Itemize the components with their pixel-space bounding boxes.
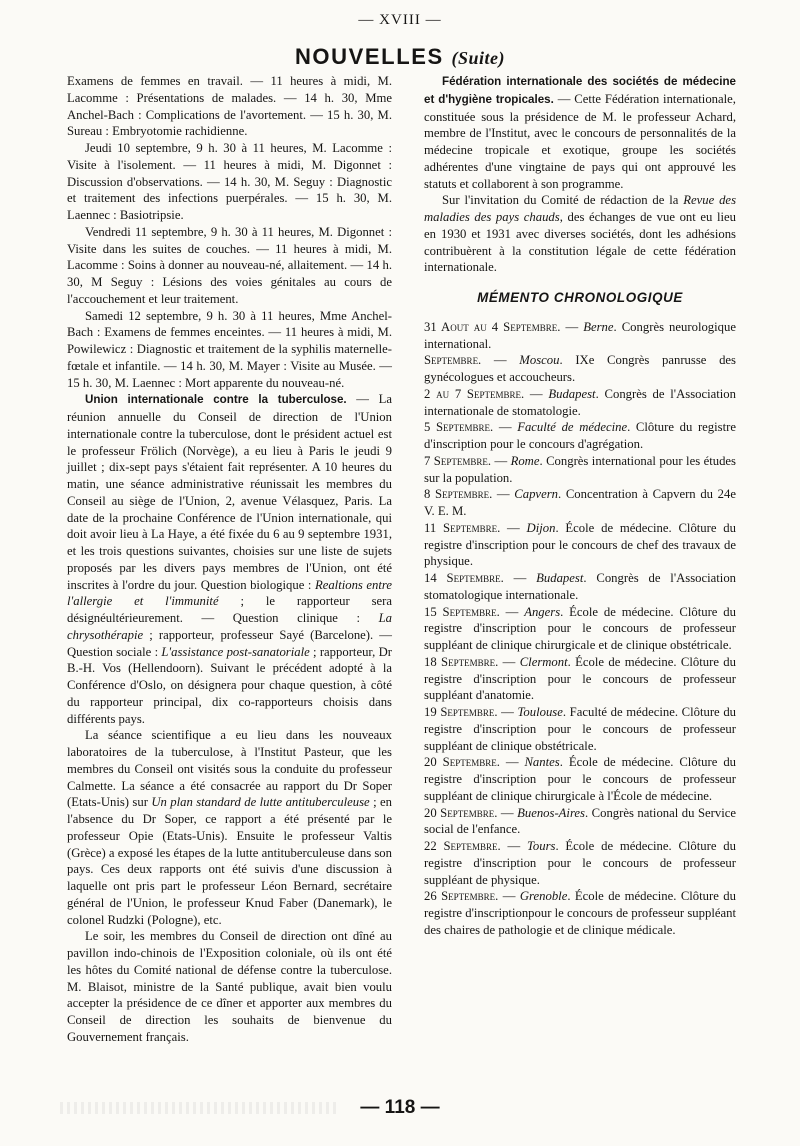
entry-separator: — (491, 453, 511, 468)
italic-run: Revue des maladies des pays chauds (424, 193, 737, 224)
entry-place: Dijon (526, 520, 556, 535)
entry-date: 31 Aout au 4 Septembre. (424, 319, 561, 334)
entry-text: . Congrès de l'Association stomatologique internationale. (424, 571, 737, 602)
paragraph-federation (424, 73, 736, 192)
entry-separator: — (492, 487, 515, 502)
entry-date: 2 au 7 Septembre. (424, 386, 525, 401)
entry-place: Capvern (514, 487, 558, 502)
entry-text: . Congrès neurologique international. (424, 319, 736, 351)
entry-separator: — (498, 654, 520, 669)
memento-entry (424, 319, 736, 353)
text-run: — Cette Fédération internationale, constituée sous la présidence de M. le professeur Achard, membre de l'Institut, avec le concours de personnalités de la médecine tropicale et exotique, groupe les sociétés adhérentes d'une vingtaine de pays qui ont approuvé les statuts et collaborent à son programme. (424, 91, 736, 191)
entry-place: Rome (510, 453, 540, 468)
entry-place: Grenoble (519, 889, 568, 904)
entry-separator: — (560, 319, 584, 334)
paragraph-schedule-saturday: Samedi 12 septembre, 9 h. 30 à 11 heures, Mme Anchel-Bach : Examens de femmes enceintes. — 11 heures à midi, M. Powilewicz : Diagnostic et traitement de la syphilis maternelle-fœtale et infantile. — 14 h. 30, M. Mayer : Visite au Musée. — 15 h. 30, M. Laennec : Mort apparente du nouveau-né. (67, 308, 392, 390)
entry-separator: — (499, 755, 525, 770)
memento-entry (424, 419, 736, 453)
memento-entry (424, 386, 736, 420)
entry-place: Budapest (548, 386, 596, 401)
entry-date: 19 Septembre. (424, 705, 498, 719)
section-heading-federation: Fédération internationale des sociétés de médecine et d'hygiène tropicales. (424, 75, 736, 106)
right-column (424, 73, 736, 939)
entry-text: . Congrès international pour les études sur la population. (424, 453, 736, 485)
entry-separator: — (493, 420, 518, 435)
entry-text: . Congrès national du Service social de l'enfance. (424, 805, 737, 837)
entry-place: Toulouse (517, 705, 563, 719)
entry-place: Nantes (524, 755, 560, 770)
entry-place: Buenos-Aires (517, 805, 585, 820)
entry-separator: — (500, 520, 527, 535)
entry-separator: — (498, 889, 520, 904)
text-run: — La réunion annuelle du Conseil de direction de l'Union internationale contre la tuberculose, dont le président actuel est le professeur Frölich (Norvège), a eu lieu à Paris le jeudi 9 juillet ; dix-sept pays s'étaient fait représenter. A 10 heures du matin, une séance administrative réunissait les membres du Conseil au siège de l'Union, 2, avenue Vélasquez, Paris. La date de la prochaine Conférence de l'Union internationale, qui doit avoir lieu à La Haye, a été fixée du 6 au 9 septembre 1931, et les trois questions suivantes, choisies sur une liste de sujets proposés par les divers pays membres de l'Union, ont été inscrites à l'ordre du jour. Question biologique : (67, 392, 392, 592)
text-run: La séance scientifique a eu lieu dans les nouveaux laboratoires de la tuberculose, à l'Institut Pasteur, que les membres du Conseil ont visités sous la conduite du professeur Calmette. La séance a été consacrée au rapport du Dr Soper (Etats-Unis) sur (67, 728, 392, 810)
paragraph-schedule-thursday: Jeudi 10 septembre, 9 h. 30 à 11 heures, M. Lacomme : Visite à l'isolement. — 11 heures à midi, M. Digonnet : Discussion d'observations. — 14 h. 30, M. Seguy : Diagnostic et traitement des infections puerpérales. — 15 h. 30, M. Laennec : Basiotripsie. (67, 141, 392, 222)
text-run: ; en l'absence du Dr Soper, ce rapport a été présenté par le professeur Opie (Etats-Unis). Ensuite le professeur Valtis (Grèce) a exposé les étapes de la lutte antituberculeuse dans son pays. Ces deux rapports ont été suivis d'une discussion à laquelle ont pris part le professeur Léon Bernard, secrétaire général de l'Union, le professeur Knud Faber (Danemark), le colonel Rudzki (Pologne), etc. (67, 795, 392, 927)
memento-entry (424, 352, 736, 386)
entry-text: . École de médecine. Clôture du registre d'inscriptionpour le concours de professeur suppléant des chaires de pathologie et de clinique médicale. (424, 889, 736, 937)
paragraph-union-tuberculose (67, 391, 392, 727)
page-title (0, 44, 800, 70)
entry-date: 26 Septembre. (424, 889, 499, 904)
section-heading-union: Union internationale contre la tuberculose. (85, 393, 347, 407)
memento-entry (424, 704, 736, 754)
text-run: Sur l'invitation du Comité de rédaction de la (442, 193, 684, 208)
entry-text: . Clôture du registre d'inscription pour le concours d'agrégation. (424, 420, 736, 451)
entry-separator: — (497, 705, 518, 719)
italic-run: La chrysothérapie (67, 611, 392, 642)
entry-text: . École de médecine. Clôture du registre d'inscription pour le concours de chef des travaux de physique. (424, 520, 736, 569)
entry-place: Faculté de médecine (517, 420, 628, 435)
memento-entry (424, 453, 736, 487)
italic-run: L'assistance post-sanatoriale (161, 644, 310, 659)
entry-date: 14 Septembre. (424, 571, 504, 585)
entry-place: Berne (583, 319, 614, 334)
entry-place: Moscou (519, 353, 560, 368)
entry-separator: — (499, 604, 525, 619)
entry-text: . Faculté de médecine. Clôture du registre d'inscription pour le concours de professeur suppléant de clinique obstétricale. (424, 705, 737, 753)
entry-separator: — (481, 353, 520, 368)
entry-place: Tours (527, 839, 556, 853)
entry-text: . École de médecine. Clôture du registre d'inscription pour le concours de professeur suppléant de physique. (424, 839, 736, 887)
paragraph-seance-scientifique (67, 727, 392, 928)
memento-entry (424, 654, 736, 704)
entry-date: 8 Septembre. (424, 487, 493, 502)
entry-date: 15 Septembre. (424, 604, 500, 619)
paragraph-federation-invitation (424, 192, 736, 276)
memento-entry (424, 805, 736, 839)
memento-list (424, 319, 736, 939)
entry-date: 20 Septembre. (424, 755, 500, 770)
title-suffix: (Suite) (451, 48, 506, 68)
entry-place: Angers (524, 604, 561, 619)
text-run: , des échanges de vue ont eu lieu en 1930 et 1931 avec diverses sociétés, dont les adhésions contribuèrent à la constitution légale de cette fédération internationale. (424, 210, 736, 275)
entry-place: Budapest (536, 571, 584, 585)
left-column (67, 73, 392, 1046)
entry-date: 5 Septembre. (424, 420, 494, 435)
title-main: NOUVELLES (294, 44, 444, 69)
entry-date: 20 Septembre. (424, 805, 498, 820)
paragraph-soir: Le soir, les membres du Conseil de direction ont dîné au pavillon indo-chinois de l'Exposition coloniale, où ils ont été les hôtes du Comité national de défense contre la tuberculose. M. Blaisot, ministre de la Santé publique, avait bien voulu accepter la présidence de ce dîner et apporter aux membres du Conseil de direction les souhaits de bienvenue du Gouvernement français. (67, 929, 392, 1044)
memento-entry (424, 888, 736, 938)
entry-separator: — (500, 839, 527, 853)
entry-text: . Congrès de l'Association internationale de stomatologie. (424, 386, 736, 418)
memento-entry (424, 520, 736, 570)
text-run: ; le rapporteur sera désignéultérieurement. — Question clinique : (67, 594, 392, 625)
entry-separator: — (524, 386, 549, 401)
entry-date: Septembre. (424, 353, 482, 368)
entry-date: 22 Septembre. (424, 839, 501, 853)
memento-entry (424, 570, 736, 604)
entry-text: . Concentration à Capvern du 24e V. E. M. (424, 487, 737, 518)
memento-entry (424, 604, 736, 654)
italic-run: Un plan standard de lutte antituberculeuse (151, 795, 370, 810)
memento-heading: MÉMENTO CHRONOLOGIQUE (477, 290, 683, 305)
page-number-roman: — XVIII — (358, 12, 442, 28)
memento-entry (424, 754, 736, 804)
entry-date: 18 Septembre. (424, 654, 499, 669)
memento-entry (424, 486, 736, 520)
paragraph-schedule-friday: Vendredi 11 septembre, 9 h. 30 à 11 heures, M. Digonnet : Visite dans les suites de couches. — 11 heures à midi, M. Lacomme : Soins à donner au nouveau-né, allaitement. — 14 h. 30, M Seguy : Lésions des voies génitales au cours de l'accouchement et leur traitement. (67, 224, 392, 306)
memento-entry (424, 838, 736, 888)
text-run: ; rapporteur, Dr B.-H. Vos (Hellendoorn). Suivant le précédent adopté à la Conférence d'Oslo, on désignera pour chaque question, à côté du rapporteur principal, dix co-rapporteurs choisis dans différents pays. (67, 644, 392, 726)
entry-text: . IXe Congrès panrusse des gynécologues et accoucheurs. (424, 353, 736, 384)
entry-separator: — (497, 805, 518, 820)
entry-date: 11 Septembre. (424, 520, 501, 535)
text-run: ; rapporteur, professeur Sayé (Barcelone). — Question sociale : (67, 627, 392, 659)
italic-run: Realtions entre l'allergie et l'immunité (67, 577, 392, 609)
entry-date: 7 Septembre. (424, 453, 492, 468)
paragraph-schedule-wednesday: Examens de femmes en travail. — 11 heures à midi, M. Lacomme : Présentations de malades. — 14 h. 30, Mme Anchel-Bach : Complications de l'avortement. — 15 h. 30, M. Sureau : Embryotomie rachidienne. (67, 74, 392, 139)
page-number: — 118 — (360, 1097, 440, 1118)
entry-separator: — (503, 571, 537, 585)
entry-text: . École de médecine. Clôture du registre d'inscription pour le concours de professeur suppléant de clinique chirurgicale et de clinique obstétricale. (424, 604, 736, 652)
entry-text: . École de médecine. Clôture du registre d'inscription pour le concours de professeur suppléant de clinique chirurgicale à l'École de médecine. (424, 755, 737, 803)
entry-text: . École de médecine. Clôture du registre d'inscription pour le concours de professeur suppléant d'anatomie. (424, 654, 736, 703)
entry-place: Clermont (519, 654, 568, 669)
